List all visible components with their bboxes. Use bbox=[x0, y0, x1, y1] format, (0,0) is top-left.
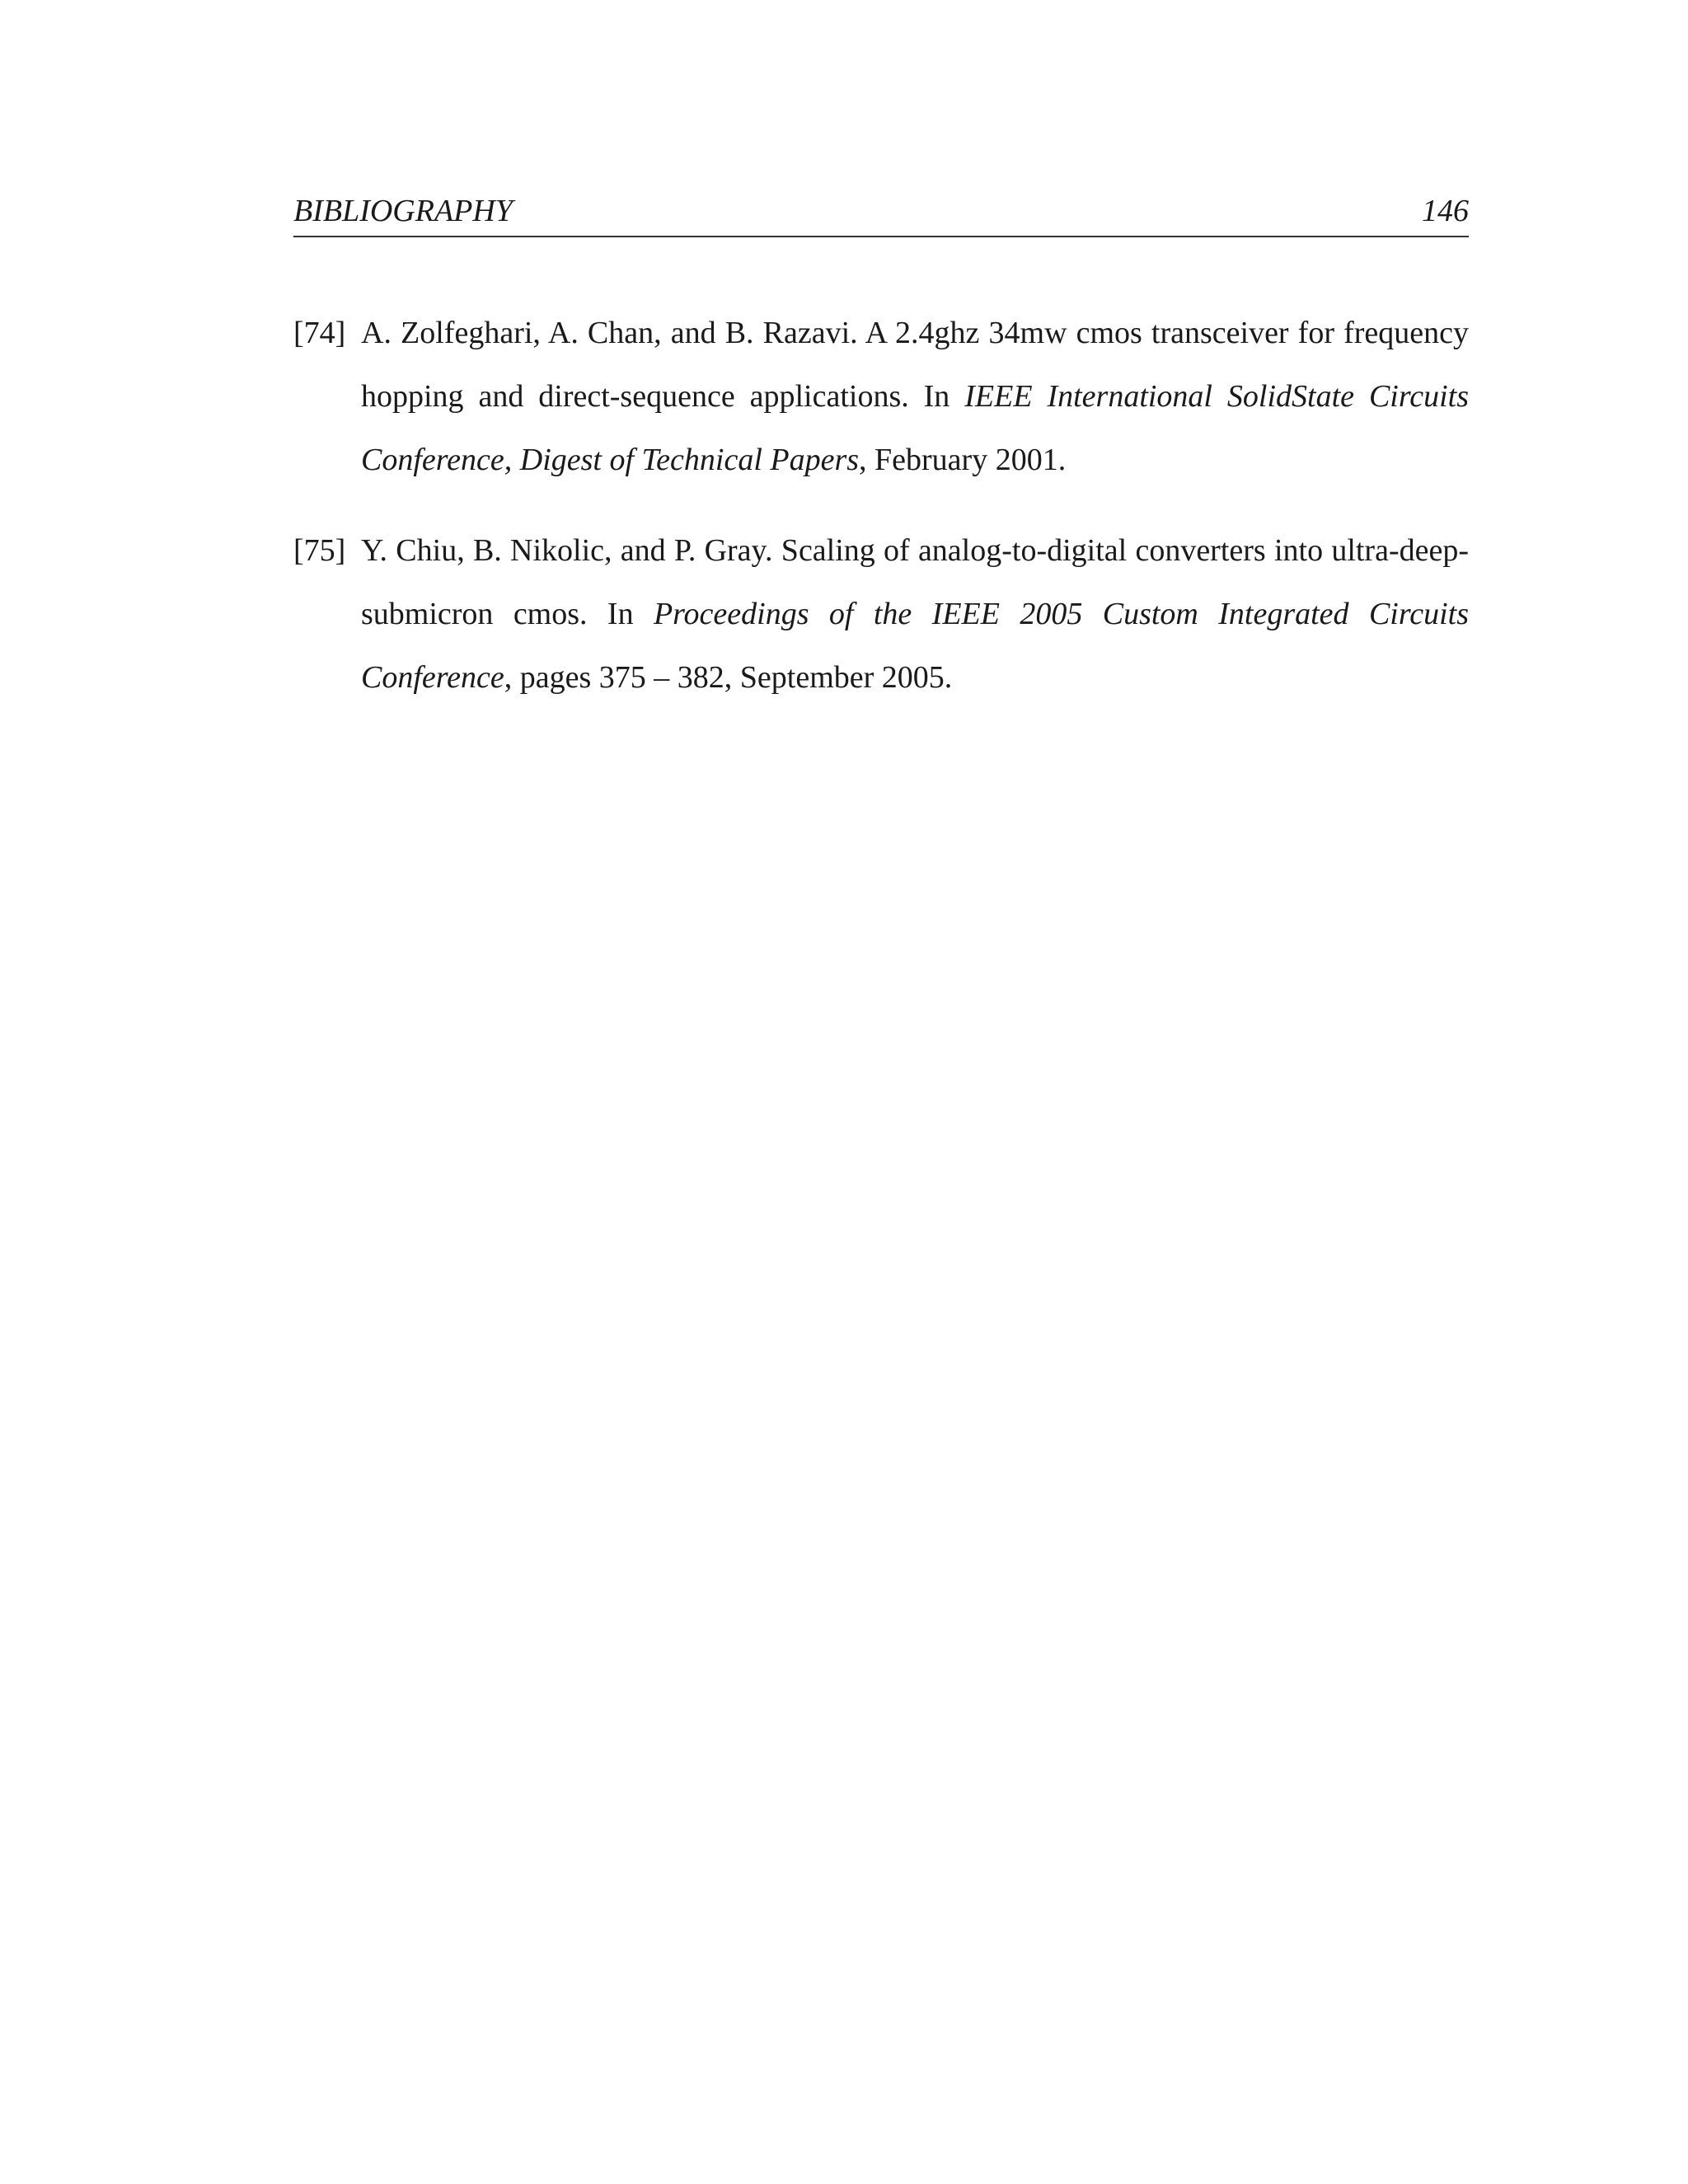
reference-label: [74] bbox=[293, 316, 346, 350]
reference-label: [75] bbox=[293, 533, 346, 568]
reference-details: , February 2001. bbox=[859, 443, 1067, 477]
reference-venue: IEEE International SolidState Circuits Conference, Digest of Technical Papers bbox=[361, 379, 1469, 477]
reference-authors-title: Y. Chiu, B. Nikolic, and P. Gray. Scaling of analog-to-digital converters into ultra-deep-submicron cmos. In bbox=[361, 533, 1469, 631]
reference-authors-title: A. Zolfeghari, A. Chan, and B. Razavi. A 2.4ghz 34mw cmos transceiver for frequency hopping and direct-sequence applications. In bbox=[361, 316, 1469, 414]
header-page-number: 146 bbox=[1422, 194, 1469, 228]
running-header bbox=[293, 191, 1469, 237]
reference-75 bbox=[293, 519, 1469, 710]
header-section-title: BIBLIOGRAPHY bbox=[293, 194, 513, 228]
reference-venue: Proceedings of the IEEE 2005 Custom Integrated Circuits Conference bbox=[361, 597, 1469, 695]
reference-74 bbox=[293, 302, 1469, 492]
reference-details: , pages 375 – 382, September 2005. bbox=[504, 660, 953, 695]
bibliography-list bbox=[293, 302, 1469, 737]
